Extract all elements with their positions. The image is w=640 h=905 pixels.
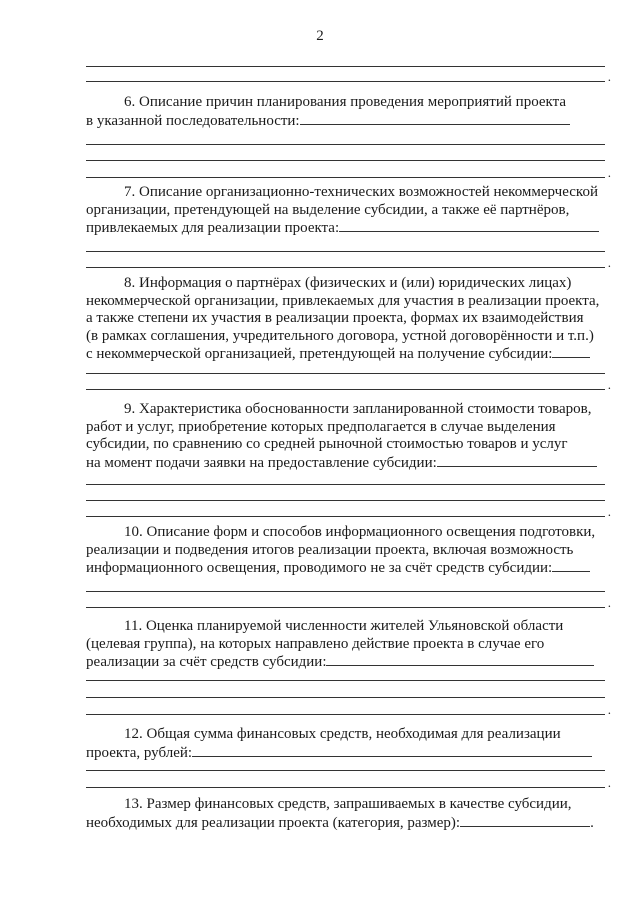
section-7-line-3: привлекаемых для реализации проекта: [86, 219, 605, 238]
blank-line [86, 770, 605, 771]
section-12-line-2: проекта, рублей: [86, 744, 605, 763]
section-10 [86, 524, 605, 578]
section-8-line-1: 8. Информация о партнёрах (физических и (или) юридических лицах) [124, 275, 572, 291]
blank-line [86, 680, 605, 681]
blank-line [86, 144, 605, 145]
blank-line [86, 160, 605, 161]
section-8-line-4: (в рамках соглашения, учредительного договора, устной договорённости и т.п.) [86, 327, 594, 344]
section-12 [86, 726, 605, 762]
answer-field[interactable] [460, 814, 590, 827]
section-13 [86, 796, 605, 832]
section-6-line-1: 6. Описание причин планирования проведения мероприятий проекта [124, 94, 567, 110]
section-8-line-3: а также степени их участия в реализации проекта, формах их взаимодействия [86, 310, 584, 326]
page-number: 2 [316, 28, 324, 44]
blank-line [86, 787, 605, 788]
blank-line [86, 251, 605, 252]
section-12-line-1: 12. Общая сумма финансовых средств, необходимая для реализации [124, 726, 561, 742]
section-8-line-2: некоммерческой организации, привлекаемых для участия в реализации проекта, [86, 292, 600, 309]
section-9-line-3: субсидии, по сравнению со средней рыночной стоимостью товаров и услуг [86, 436, 568, 452]
blank-line [86, 714, 605, 715]
section-9-line-2: работ и услуг, приобретение которых предполагается в случае выделения [86, 418, 556, 435]
section-13-line-1: 13. Размер финансовых средств, запрашиваемых в качестве субсидии, [124, 796, 572, 812]
section-10-line-3: информационного освещения, проводимого не за счёт средств субсидии: [86, 559, 605, 578]
section-9-line-4: на момент подачи заявки на предоставление субсидии: [86, 454, 605, 473]
blank-line [86, 81, 605, 82]
section-6 [86, 94, 605, 130]
section-8 [86, 275, 605, 364]
blank-line [86, 66, 605, 67]
blank-line [86, 607, 605, 608]
section-11-line-3: реализации за счёт средств субсидии: [86, 653, 605, 672]
section-7-line-2: организации, претендующей на выделение субсидии, а также её партнёров, [86, 201, 570, 218]
blank-line [86, 177, 605, 178]
blank-line [86, 500, 605, 501]
blank-line [86, 484, 605, 485]
blank-line [86, 591, 605, 592]
answer-field[interactable] [552, 345, 590, 358]
answer-field[interactable] [192, 744, 592, 757]
section-6-line-2: в указанной последовательности: [86, 112, 605, 131]
answer-field[interactable] [326, 653, 594, 666]
section-8-line-5: с некоммерческой организацией, претендующей на получение субсидии: [86, 345, 605, 364]
section-11-line-1: 11. Оценка планируемой численности жителей Ульяновской области [124, 618, 564, 634]
answer-field[interactable] [437, 454, 597, 467]
section-10-line-1: 10. Описание форм и способов информационного освещения подготовки, [124, 524, 596, 540]
answer-field[interactable] [552, 559, 590, 572]
blank-line [86, 373, 605, 374]
section-10-line-2: реализации и подведения итогов реализации проекта, включая возможность [86, 541, 574, 558]
section-9 [86, 401, 605, 472]
blank-line [86, 697, 605, 698]
section-11-line-2: (целевая группа), на которых направлено действие проекта в случае его [86, 635, 545, 652]
blank-line [86, 267, 605, 268]
answer-field[interactable] [339, 219, 599, 232]
section-7-line-1: 7. Описание организационно-технических возможностей некоммерческой [124, 184, 598, 200]
blank-line [86, 389, 605, 390]
blank-line [86, 516, 605, 517]
answer-field[interactable] [300, 112, 570, 125]
section-7 [86, 184, 605, 238]
section-11 [86, 618, 605, 672]
section-13-line-2: необходимых для реализации проекта (категория, размер): . [86, 814, 594, 831]
section-9-line-1: 9. Характеристика обоснованности запланированной стоимости товаров, [124, 401, 592, 417]
